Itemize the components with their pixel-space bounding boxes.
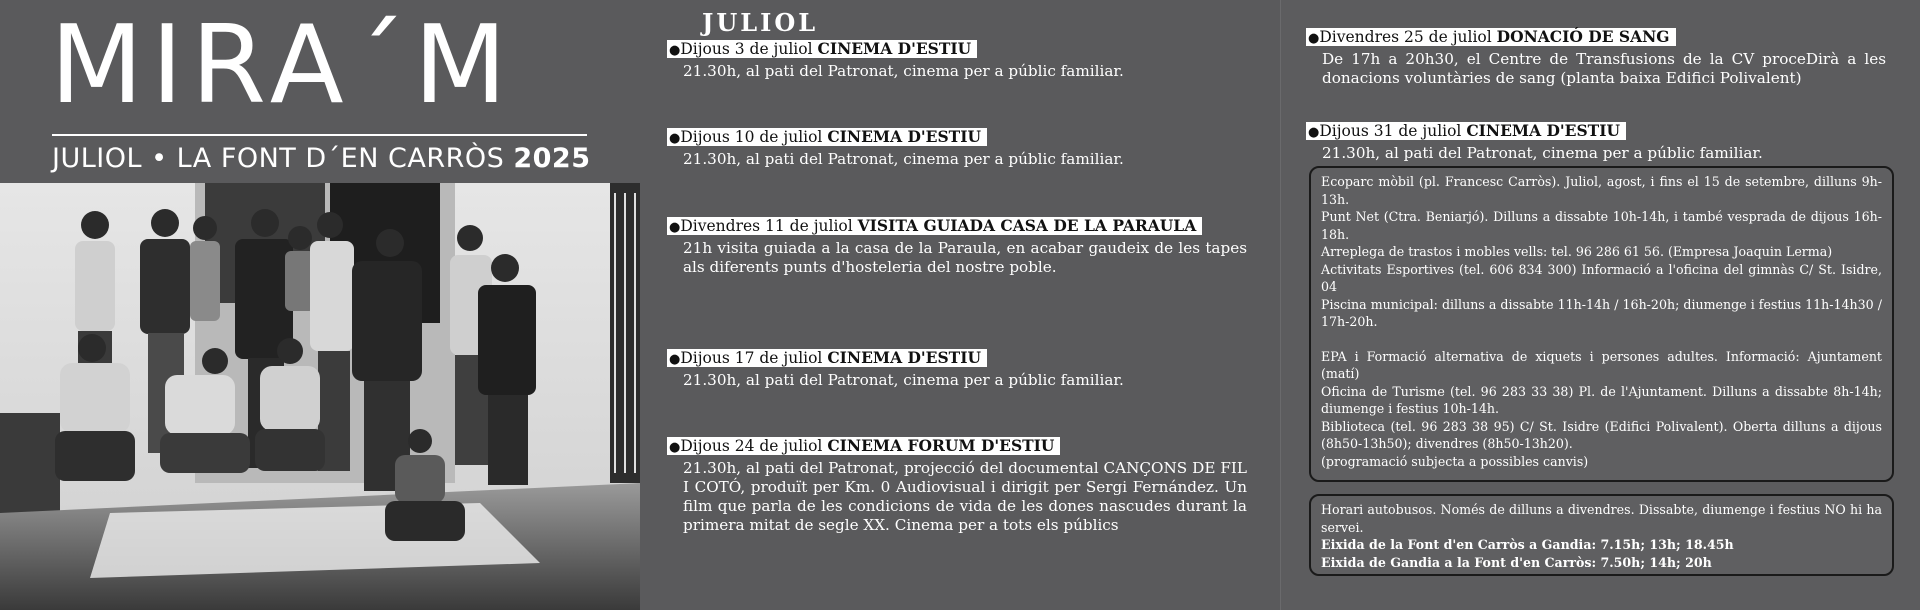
bullet-icon: ●	[669, 220, 681, 235]
event-description: 21.30h, al pati del Patronat, cinema per a públic familiar.	[1322, 144, 1763, 162]
event-description: 21.30h, al pati del Patronat, projecció del documental CANÇONS DE FIL I COTÓ, produït per Km. 0 Audiovisual i dirigit per Sergi Fernández. Un film que parla de les condicions de vida de les dones nascudes durant la primera mitat de segle XX. Cinema per a tots els públics	[683, 459, 1247, 534]
event-tag: VISITA GUIADA CASA DE LA PARAULA	[857, 216, 1197, 235]
info-line: Biblioteca (tel. 96 283 38 95) C/ St. Isidre (Edifici Polivalent). Oberta dilluns a dijous (8h50-13h50); divendres (8h50-13h20).	[1321, 418, 1882, 451]
subtitle-text: JULIOL • LA FONT D´EN CARRÒS	[52, 143, 505, 174]
info-line: Arreplega de trastos i mobles vells: tel. 96 286 61 56. (Empresa Joaquin Lerma)	[1321, 244, 1833, 259]
event-date: Divendres 25 de juliol	[1319, 28, 1492, 46]
event-tag: CINEMA D'ESTIU	[827, 127, 981, 146]
event-tag: CINEMA D'ESTIU	[1466, 121, 1620, 140]
event-description: 21.30h, al pati del Patronat, cinema per a públic familiar.	[683, 371, 1124, 389]
event-date: Dijous 31 de juliol	[1319, 122, 1462, 140]
event-item	[667, 347, 1247, 390]
bullet-icon: ●	[1308, 125, 1320, 140]
event-description: De 17h a 20h30, el Centre de Transfusions de la CV proceDirà a les donacions voluntàries de sang (planta baixa Edifici Polivalent)	[1322, 50, 1886, 87]
event-date: Dijous 24 de juliol	[680, 437, 823, 455]
event-date: Dijous 17 de juliol	[680, 349, 823, 367]
event-date: Dijous 3 de juliol	[680, 40, 813, 58]
info-line: Punt Net (Ctra. Beniarjó). Dilluns a dissabte 10h-14h, i també vesprada de dijous 16h-18h.	[1321, 209, 1882, 242]
event-tag: CINEMA D'ESTIU	[817, 39, 972, 58]
bus-schedule-box	[1309, 494, 1894, 576]
event-item	[667, 38, 1247, 81]
event-item	[667, 435, 1247, 535]
event-heading	[1306, 122, 1626, 140]
event-tag: DONACIÓ DE SANG	[1496, 27, 1670, 46]
photo-illustration	[0, 183, 640, 610]
event-heading	[667, 40, 977, 58]
info-line: Piscina municipal: dilluns a dissabte 11h-14h / 16h-20h; diumenge i festius 11h-14h30 / 17h-20h.	[1321, 296, 1882, 329]
info-line: EPA i Formació alternativa de xiquets i persones adultes. Informació: Ajuntament (matí)	[1321, 348, 1882, 381]
brand-title: MIRA´M	[50, 3, 515, 128]
event-item	[667, 215, 1247, 277]
events-column-end-july	[1280, 0, 1920, 610]
info-line: (programació subjecta a possibles canvis)	[1321, 453, 1589, 469]
bus-line-outbound: Eixida de la Font d'en Carròs a Gandia: 7.15h; 13h; 18.45h	[1321, 537, 1734, 552]
event-heading	[667, 349, 987, 367]
subtitle-year: 2025	[513, 143, 591, 174]
event-description: 21.30h, al pati del Patronat, cinema per a públic familiar.	[683, 62, 1124, 80]
event-heading	[1306, 28, 1676, 46]
event-item	[667, 126, 1247, 169]
event-heading	[667, 128, 987, 146]
info-line: Oficina de Turisme (tel. 96 283 33 38) Pl. de l'Ajuntament. Dilluns a dissabte 8h-14h; diumenge i festius 10h-14h.	[1321, 383, 1882, 416]
services-info-box	[1309, 166, 1894, 482]
event-tag: CINEMA D'ESTIU	[827, 348, 981, 367]
bus-intro: Horari autobusos. Només de dilluns a divendres. Dissabte, diumenge i festius NO hi ha servei.	[1321, 502, 1882, 535]
spacer	[1321, 331, 1882, 348]
event-heading	[667, 437, 1060, 455]
events-column-july	[640, 0, 1280, 610]
event-date: Divendres 11 de juliol	[680, 217, 853, 235]
bus-line-return: Eixida de Gandia a la Font d'en Carròs: 7.50h; 14h; 20h	[1321, 554, 1712, 570]
event-description: 21h visita guiada a la casa de la Paraula, en acabar gaudeix de les tapes als diferents punts d'hosteleria del nostre poble.	[683, 239, 1247, 276]
info-line: Activitats Esportives (tel. 606 834 300) Informació a l'oficina del gimnàs C/ St. Isidre, 04	[1321, 261, 1882, 294]
bullet-icon: ●	[669, 43, 681, 58]
event-item	[1306, 120, 1886, 163]
event-tag: CINEMA FORUM D'ESTIU	[827, 436, 1055, 455]
info-line: Ecoparc mòbil (pl. Francesc Carròs). Juliol, agost, i fins el 15 de setembre, dilluns 9h-13h.	[1321, 174, 1882, 207]
bullet-icon: ●	[1308, 31, 1320, 46]
event-description: 21.30h, al pati del Patronat, cinema per a públic familiar.	[683, 150, 1124, 168]
vintage-group-photo	[0, 183, 640, 610]
bullet-icon: ●	[669, 440, 681, 455]
bullet-icon: ●	[669, 131, 681, 146]
brand-subtitle	[52, 143, 612, 174]
event-heading	[667, 217, 1202, 235]
event-item	[1306, 26, 1886, 88]
event-date: Dijous 10 de juliol	[680, 128, 823, 146]
month-heading: JULIOL	[702, 8, 819, 37]
title-divider	[52, 134, 587, 136]
cover-panel	[0, 0, 640, 610]
bullet-icon: ●	[669, 352, 681, 367]
